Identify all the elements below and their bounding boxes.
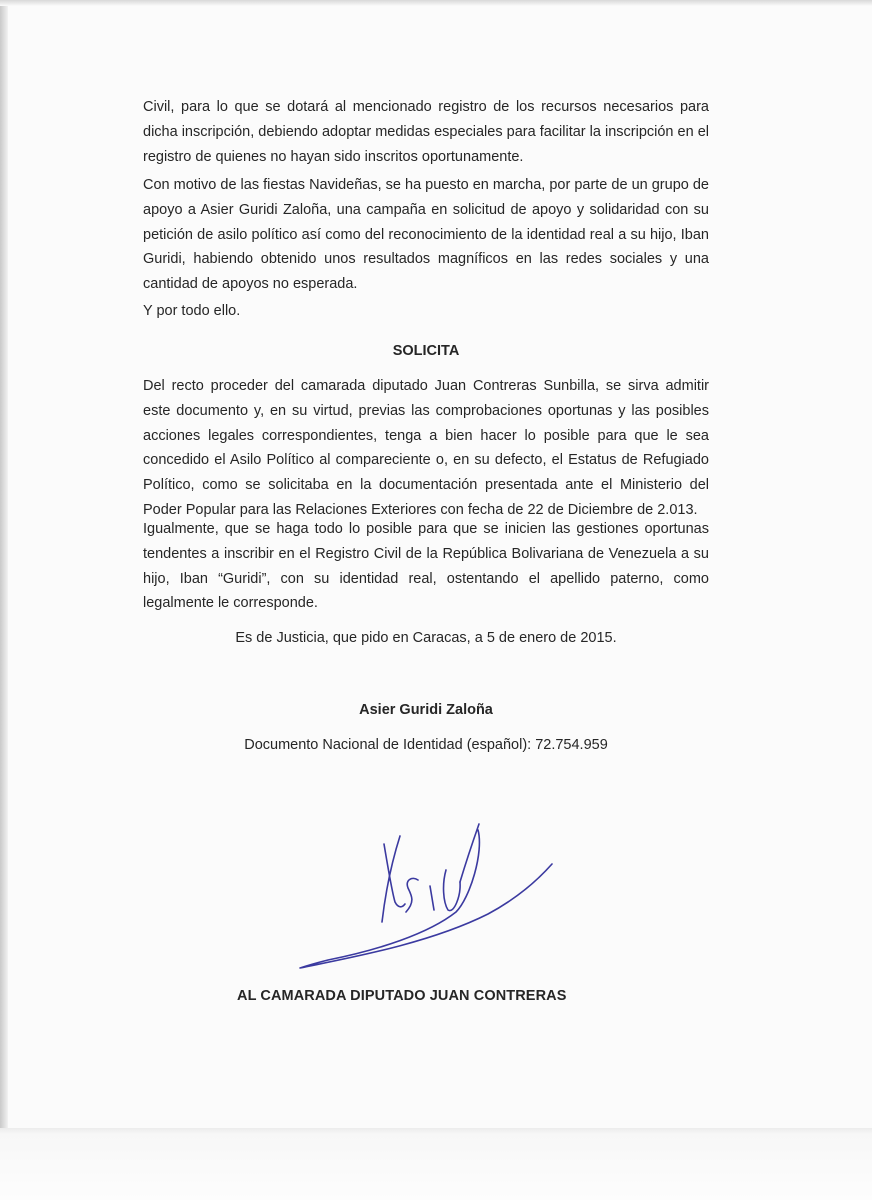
scan-edge-bottom xyxy=(0,1128,872,1200)
closing-line: Es de Justicia, que pido en Caracas, a 5 de enero de 2015. xyxy=(235,630,617,646)
scan-edge-left xyxy=(0,0,8,1200)
addressee-line: AL CAMARADA DIPUTADO JUAN CONTRERAS xyxy=(237,988,567,1004)
paragraph-registro-hijo: Igualmente, que se haga todo lo posible para que se inicien las gestiones oportunas tendentes a inscribir en el Registro Civil de la República Bolivariana de Venezuela a su hijo, Iban “Guridi”, con su identidad real, ostentando el apellido paterno, como legalmente le corresponde. xyxy=(143,521,709,612)
paragraph-por-todo-ello: Y por todo ello. xyxy=(143,303,241,319)
paragraph-asilo-politico: Del recto proceder del camarada diputado Juan Contreras Sunbilla, se sirva admitir este documento y, en su virtud, previas las comprobaciones oportunas y las posibles acciones legales correspondientes, tenga a bien hacer lo posible para que le sea concedido el Asilo Político al compareciente o, en su defecto, el Estatus de Refugiado Político, como se solicitaba en la documentación presentada ante el Ministerio del Poder Popular para las Relaciones Exteriores con fecha de 22 de Diciembre de 2.013. xyxy=(143,378,709,518)
paragraph-campana-apoyo: Con motivo de las fiestas Navideñas, se ha puesto en marcha, por parte de un grupo de apoyo a Asier Guridi Zaloña, una campaña en solicitud de apoyo y solidaridad con su petición de asilo político así como del reconocimiento de la identidad real a su hijo, Iban Guridi, habiendo obtenido unos resultados magníficos en las redes sociales y una cantidad de apoyos no esperada. xyxy=(143,177,709,293)
heading-solicita: SOLICITA xyxy=(392,343,460,359)
paragraph-registro-civil: Civil, para lo que se dotará al mencionado registro de los recursos necesarios para dicha inscripción, debiendo adoptar medidas especiales para facilitar la inscripción en el registro de quienes no hayan sido inscritos oportunamente. xyxy=(143,99,709,165)
scan-edge-top xyxy=(0,0,872,6)
handwritten-signature xyxy=(288,818,558,978)
signer-name: Asier Guridi Zaloña xyxy=(359,702,493,718)
signer-id: Documento Nacional de Identidad (español): 72.754.959 xyxy=(244,737,608,753)
